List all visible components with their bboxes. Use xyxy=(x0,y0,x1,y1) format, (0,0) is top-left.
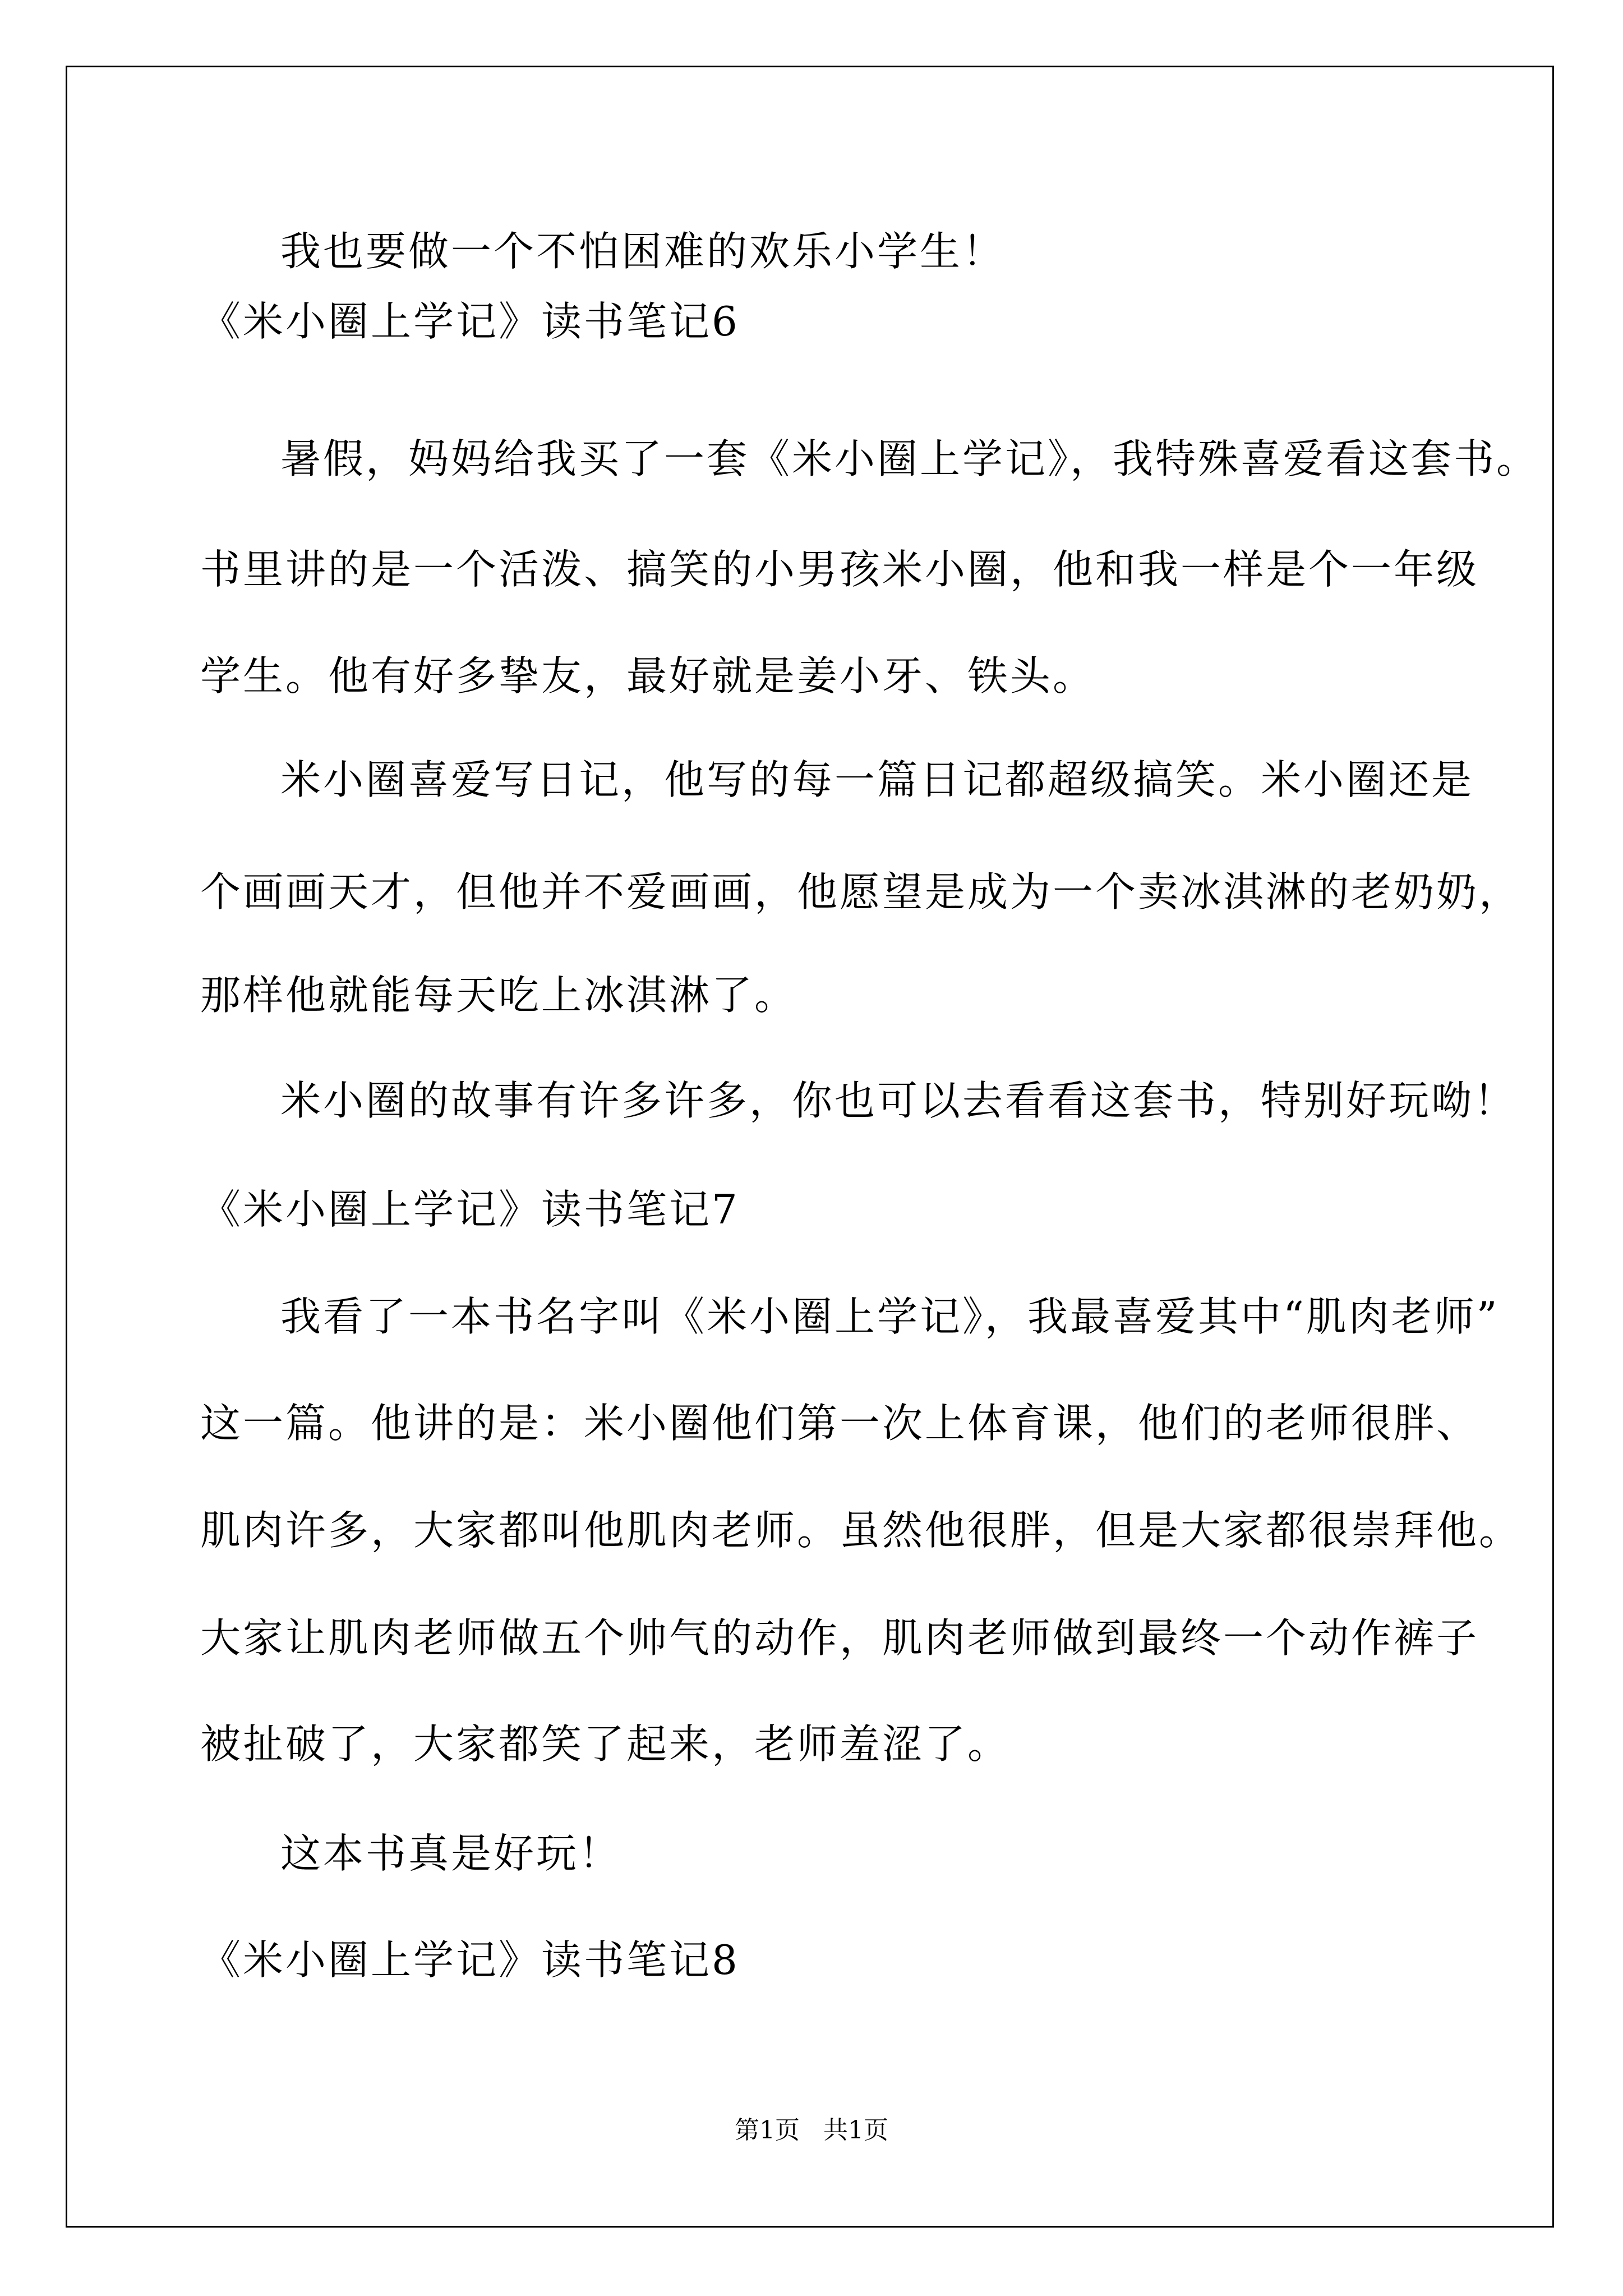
section-heading: 《米小圈上学记》读书笔记8 xyxy=(200,1936,740,1984)
paragraph-line: 那样他就能每天吃上冰淇淋了。 xyxy=(200,972,797,1019)
section-heading: 《米小圈上学记》读书笔记7 xyxy=(200,1186,740,1233)
page-number-footer: 第1页 共1页 xyxy=(735,2116,888,2145)
paragraph-line: 学生。他有好多挚友，最好就是姜小牙、铁头。 xyxy=(200,652,1096,700)
paragraph-line: 暑假，妈妈给我买了一套《米小圈上学记》，我特殊喜爱看这套书。 xyxy=(280,435,1539,482)
section-heading: 《米小圈上学记》读书笔记6 xyxy=(200,298,740,345)
paragraph-line: 米小圈喜爱写日记，他写的每一篇日记都超级搞笑。米小圈还是 xyxy=(280,756,1474,803)
paragraph-line: 书里讲的是一个活泼、搞笑的小男孩米小圈，他和我一样是个一年级 xyxy=(200,546,1479,593)
paragraph-line: 这本书真是好玩！ xyxy=(280,1830,622,1877)
paragraph-line: 个画画天才，但他并不爱画画，他愿望是成为一个卖冰淇淋的老奶奶， xyxy=(200,868,1522,915)
paragraph-line: 肌肉许多，大家都叫他肌肉老师。虽然他很胖，但是大家都很崇拜他。 xyxy=(200,1507,1522,1554)
paragraph-line: 米小圈的故事有许多许多，你也可以去看看这套书，特别好玩呦！ xyxy=(280,1077,1517,1124)
paragraph-line: 我看了一本书名字叫《米小圈上学记》，我最喜爱其中“肌肉老师” xyxy=(280,1293,1500,1340)
paragraph-line: 大家让肌肉老师做五个帅气的动作，肌肉老师做到最终一个动作裤子 xyxy=(200,1614,1479,1662)
page-border xyxy=(66,66,1554,2228)
paragraph-line: 这一篇。他讲的是：米小圈他们第一次上体育课，他们的老师很胖、 xyxy=(200,1400,1479,1447)
paragraph-line: 被扯破了，大家都笑了起来，老师羞涩了。 xyxy=(200,1720,1011,1768)
paragraph-line: 我也要做一个不怕困难的欢乐小学生！ xyxy=(280,228,1006,275)
